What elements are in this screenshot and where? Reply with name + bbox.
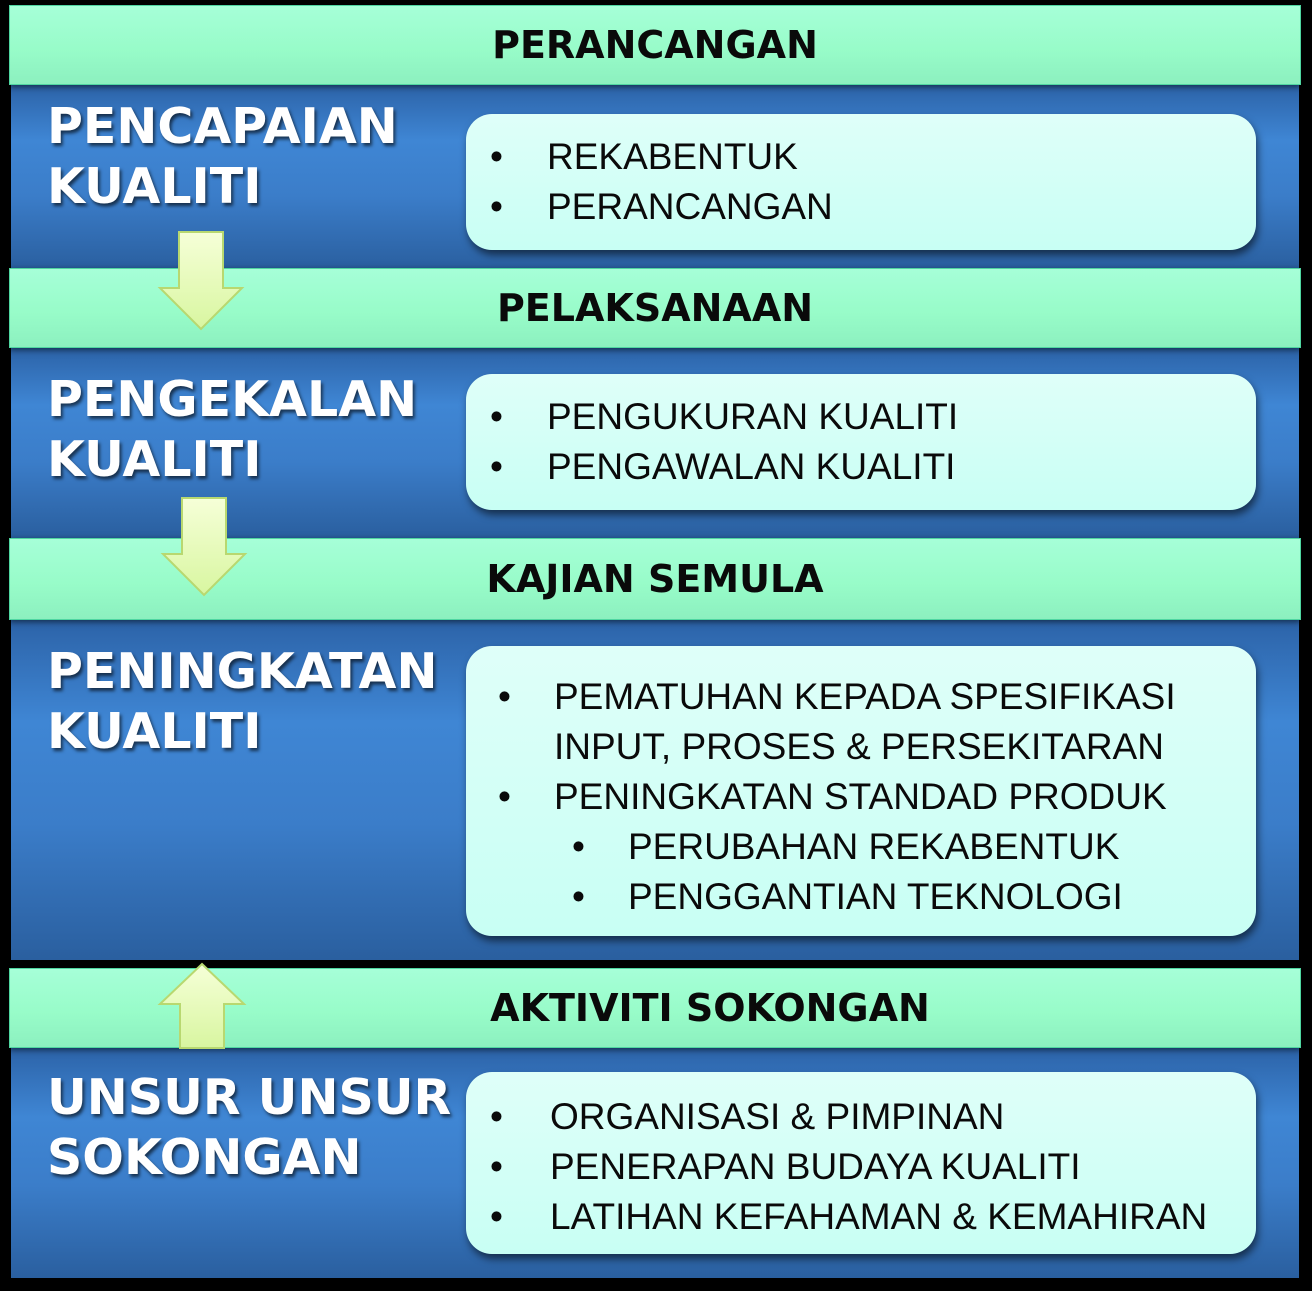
arrow-down-icon [160,496,248,598]
bullet: • [490,1096,503,1137]
section-heading [47,370,417,490]
bullet: • [572,876,585,917]
heading-line: UNSUR UNSUR [47,1069,452,1126]
items-box [466,374,1256,510]
heading-line: KUALITI [47,158,262,215]
band-label: PELAKSANAAN [496,286,814,330]
item-text: PENINGKATAN STANDAD PRODUK [554,776,1167,817]
heading-line: PENINGKATAN [47,643,438,700]
arrow-up-icon [157,962,247,1050]
bullet: • [490,1196,503,1237]
band-perancangan [9,5,1301,85]
section-heading [47,1068,451,1188]
bullet: • [490,136,503,177]
panel-unsur-sokongan [11,1048,1299,1278]
items-box [466,114,1256,250]
item-text: PEMATUHAN KEPADA SPESIFIKASI [554,676,1176,717]
item-text: REKABENTUK [547,136,798,177]
item-text: PERANCANGAN [547,186,833,227]
band-label: AKTIVITI SOKONGAN [490,986,930,1030]
heading-line: KUALITI [47,431,262,488]
section-heading [47,97,398,217]
bullet: • [572,826,585,867]
items-box [466,646,1256,936]
items-box [466,1072,1256,1254]
section-heading [47,642,438,762]
item-text: LATIHAN KEFAHAMAN & KEMAHIRAN [550,1196,1208,1237]
bullet: • [498,776,511,817]
heading-line: SOKONGAN [47,1129,362,1186]
heading-line: KUALITI [47,703,262,760]
item-text: PENGAWALAN KUALITI [547,446,956,487]
panel-peningkatan-kualiti [11,620,1299,960]
item-text: PERUBAHAN REKABENTUK [628,826,1120,867]
bullet: • [490,396,503,437]
item-text: ORGANISASI & PIMPINAN [550,1096,1005,1137]
bullet: • [490,1146,503,1187]
band-label: KAJIAN SEMULA [486,557,824,601]
bullet: • [490,446,503,487]
arrow-down-icon [157,230,245,332]
heading-line: PENGEKALAN [47,371,418,428]
bullet: • [498,676,511,717]
heading-line: PENCAPAIAN [47,98,398,155]
bullet: • [490,186,503,227]
item-text: PENGUKURAN KUALITI [547,396,959,437]
item-text: PENGGANTIAN TEKNOLOGI [628,876,1123,917]
item-text: INPUT, PROSES & PERSEKITARAN [554,726,1164,767]
band-label: PERANCANGAN [492,23,818,67]
item-text: PENERAPAN BUDAYA KUALITI [550,1146,1081,1187]
